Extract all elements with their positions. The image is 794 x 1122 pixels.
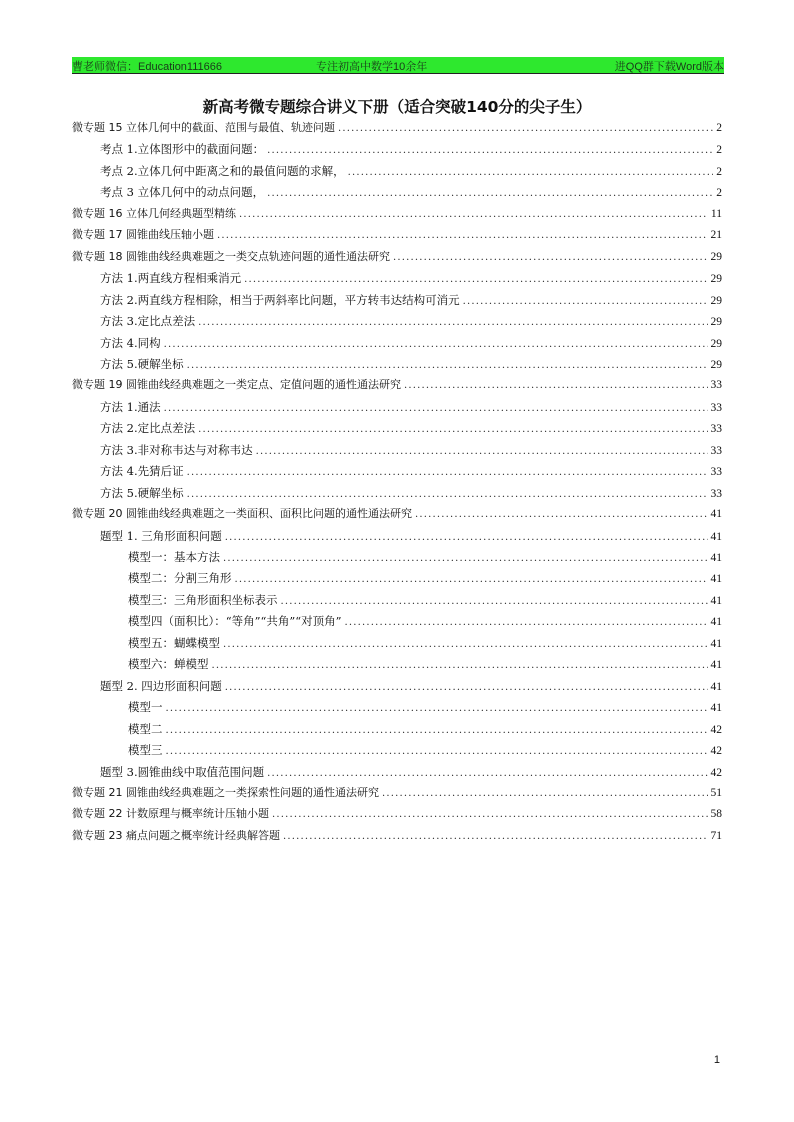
toc-entry-page: 29 [710, 358, 722, 371]
toc-entry-page: 33 [710, 401, 722, 414]
header-contact: 曹老师微信：Education111666 [72, 61, 222, 73]
toc-leader-dots [345, 613, 708, 633]
toc-entry-page: 29 [710, 294, 722, 307]
toc-entry-title: 微专题 20 圆锥曲线经典难题之一类面积、面积比问题的通性通法研究 [72, 507, 412, 521]
toc-entry-title: 模型一 [128, 700, 163, 715]
toc-entry-title: 考点 3 立体几何中的动点问题， [100, 185, 265, 200]
toc-entry[interactable] [72, 247, 722, 267]
toc-entry[interactable] [100, 526, 722, 546]
toc-entry-title: 模型六：蝉模型 [128, 657, 209, 672]
toc-leader-dots [198, 420, 707, 440]
toc-leader-dots [244, 270, 707, 290]
toc-entry[interactable] [72, 118, 722, 138]
toc-entry-title: 微专题 17 圆锥曲线压轴小题 [72, 228, 214, 242]
toc-entry-page: 29 [710, 316, 722, 329]
toc-entry-page: 41 [710, 680, 722, 693]
toc-leader-dots [212, 656, 708, 676]
toc-entry-page: 33 [710, 379, 722, 392]
toc-leader-dots [187, 356, 708, 376]
toc-leader-dots [348, 163, 714, 183]
toc-entry-title: 考点 1.立体图形中的截面问题： [100, 142, 265, 157]
toc-entry-page: 2 [716, 187, 722, 200]
toc-entry[interactable] [72, 826, 722, 846]
toc-entry-title: 模型二 [128, 721, 163, 736]
toc-leader-dots [187, 463, 708, 483]
toc-entry-page: 33 [710, 487, 722, 500]
toc-entry-page: 29 [710, 250, 722, 263]
toc-leader-dots [198, 313, 707, 333]
toc-leader-dots [267, 764, 707, 784]
toc-entry-title: 方法 3.非对称韦达与对称韦达 [100, 442, 253, 457]
toc-leader-dots [267, 184, 713, 204]
toc-entry-page: 41 [710, 552, 722, 564]
toc-entry-title: 微专题 21 圆锥曲线经典难题之一类探索性问题的通性通法研究 [72, 785, 379, 799]
toc-entry-title: 方法 3.定比点差法 [100, 314, 196, 329]
toc-entry-title: 方法 5.硬解坐标 [100, 356, 184, 371]
toc-entry-page: 29 [710, 273, 722, 286]
toc-entry-title: 微专题 22 计数原理与概率统计压轴小题 [72, 807, 269, 821]
toc-leader-dots [281, 592, 708, 612]
toc-entry-page: 51 [710, 786, 722, 799]
toc-entry-page: 29 [710, 337, 722, 350]
document-title: 新高考微专题综合讲义下册（适合突破140分的尖子生） [202, 98, 592, 116]
toc-leader-dots [217, 226, 708, 246]
toc-entry-page: 71 [710, 829, 722, 842]
toc-entry-page: 41 [710, 530, 722, 543]
toc-entry-page: 58 [710, 808, 722, 821]
toc-entry[interactable] [72, 504, 722, 524]
toc-entry-title: 微专题 18 圆锥曲线经典难题之一类交点轨迹问题的通性通法研究 [72, 249, 390, 263]
toc-entry-title: 模型三 [128, 743, 163, 758]
toc-leader-dots [166, 699, 708, 719]
toc-entry-title: 考点 2.立体几何中距离之和的最值问题的求解， [100, 163, 345, 178]
toc-leader-dots [404, 376, 708, 396]
toc-leader-dots [283, 827, 708, 847]
toc-leader-dots [463, 292, 708, 312]
toc-leader-dots [272, 805, 708, 825]
toc-entry[interactable] [128, 611, 722, 631]
toc-entry-page: 21 [710, 229, 722, 242]
toc-entry-page: 11 [710, 207, 722, 220]
toc-entry-page: 2 [716, 165, 722, 178]
toc-entry[interactable] [72, 225, 722, 245]
page-number: 1 [713, 1054, 720, 1066]
toc-entry[interactable] [100, 762, 722, 782]
toc-entry-page: 41 [710, 702, 722, 715]
toc-entry-title: 方法 4.先猜后证 [100, 464, 184, 479]
toc-entry-page: 2 [716, 144, 722, 157]
toc-leader-dots [166, 721, 708, 741]
toc-entry-title: 模型三：三角形面积坐标表示 [128, 592, 278, 607]
toc-leader-dots [338, 119, 713, 139]
toc-entry-page: 41 [710, 659, 722, 672]
toc-entry-title: 微专题 23 痛点问题之概率统计经典解答题 [72, 828, 280, 842]
toc-entry[interactable] [100, 397, 722, 417]
toc-entry[interactable] [72, 804, 722, 824]
toc-entry-title: 微专题 19 圆锥曲线经典难题之一类定点、定值问题的通性通法研究 [72, 378, 401, 392]
toc-leader-dots [239, 205, 708, 225]
toc-entry[interactable] [100, 440, 722, 460]
toc-leader-dots [382, 784, 708, 804]
toc-leader-dots [164, 335, 708, 355]
toc-entry-page: 42 [710, 723, 722, 736]
toc-entry-page: 2 [716, 122, 722, 134]
toc-entry-title: 模型一：基本方法 [128, 550, 220, 564]
toc-entry-title: 题型 1. 三角形面积问题 [100, 528, 222, 543]
toc-entry-title: 方法 2.定比点差法 [100, 421, 196, 436]
toc-entry[interactable] [100, 418, 722, 438]
toc-entry[interactable] [100, 676, 722, 696]
toc-entry[interactable] [128, 633, 722, 653]
toc-entry[interactable] [100, 333, 722, 353]
toc-entry[interactable] [128, 568, 722, 588]
toc-entry-title: 方法 2.两直线方程相除，相当于两斜率比问题，平方转韦达结构可消元 [100, 292, 460, 307]
toc-entry-title: 模型五：蝴蝶模型 [128, 635, 220, 650]
toc-leader-dots [235, 570, 708, 590]
toc-entry[interactable] [72, 204, 722, 224]
toc-entry[interactable] [100, 483, 722, 503]
toc-entry-title: 题型 2. 四边形面积问题 [100, 678, 222, 693]
toc-entry[interactable] [72, 783, 722, 803]
toc-entry[interactable] [128, 654, 722, 674]
toc-entry-page: 41 [710, 637, 722, 650]
toc-entry[interactable] [100, 354, 722, 374]
toc-entry-page: 33 [710, 423, 722, 436]
toc-entry-page: 41 [710, 573, 722, 586]
toc-entry-title: 微专题 16 立体几何经典题型精练 [72, 206, 236, 220]
toc-leader-dots [256, 442, 708, 462]
toc-entry-title: 方法 4.同构 [100, 335, 161, 350]
toc-entry[interactable] [72, 375, 722, 395]
toc-entry[interactable] [100, 182, 722, 202]
toc-entry-page: 41 [710, 594, 722, 607]
toc-entry-title: 方法 5.硬解坐标 [100, 485, 184, 500]
toc-leader-dots [393, 248, 708, 268]
toc-entry-page: 42 [710, 766, 722, 779]
header-slogan: 专注初高中数学10余年 [316, 61, 428, 73]
toc-entry-title: 微专题 15 立体几何中的截面、范围与最值、轨迹问题 [72, 121, 335, 134]
toc-entry-title: 方法 1.通法 [100, 399, 161, 414]
toc-leader-dots [415, 505, 708, 525]
toc-entry[interactable] [128, 547, 722, 567]
toc-leader-dots [223, 635, 708, 655]
toc-entry[interactable] [100, 461, 722, 481]
toc-leader-dots [223, 549, 708, 569]
toc-entry-page: 41 [710, 616, 722, 629]
toc-entry-page: 42 [710, 745, 722, 758]
toc-entry-title: 模型四（面积比）：“等角”“共角”“对顶角” [128, 614, 342, 629]
toc-entry[interactable] [100, 290, 722, 310]
toc-leader-dots [267, 141, 713, 161]
toc-entry[interactable] [100, 311, 722, 331]
toc-entry-title: 模型二：分割三角形 [128, 571, 232, 586]
toc-entry[interactable] [128, 590, 722, 610]
toc-leader-dots [187, 485, 708, 505]
toc-entry-page: 41 [710, 508, 722, 521]
toc-entry[interactable] [100, 268, 722, 288]
page-header-bar [72, 57, 724, 74]
toc-entry-page: 33 [710, 466, 722, 479]
toc-entry-page: 33 [710, 444, 722, 457]
toc-entry[interactable] [100, 161, 722, 181]
toc-leader-dots [225, 528, 708, 548]
toc-entry-title: 题型 3.圆锥曲线中取值范围问题 [100, 764, 265, 779]
toc-entry[interactable] [128, 719, 722, 739]
toc-entry-title: 方法 1.两直线方程相乘消元 [100, 271, 242, 286]
header-download-note: 进QQ群下载Word版本 [614, 61, 724, 73]
toc-leader-dots [225, 678, 708, 698]
toc-entry[interactable] [100, 139, 722, 159]
toc-leader-dots [166, 742, 708, 762]
toc-leader-dots [164, 399, 708, 419]
toc-entry[interactable] [128, 697, 722, 717]
toc-entry[interactable] [128, 740, 722, 760]
